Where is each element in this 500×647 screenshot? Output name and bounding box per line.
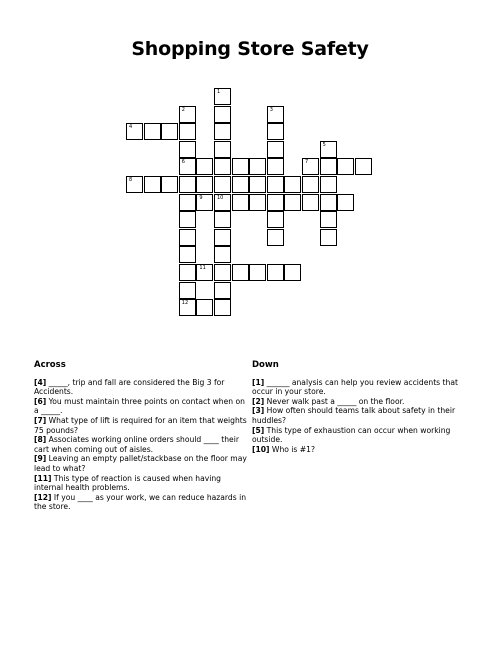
cell-number: 11 — [199, 265, 206, 271]
grid-cell[interactable] — [232, 176, 249, 193]
grid-cell[interactable] — [267, 194, 284, 211]
grid-cell[interactable] — [196, 158, 213, 175]
clue-number: [6] — [34, 396, 47, 406]
grid-cell[interactable] — [249, 158, 266, 175]
grid-cell[interactable] — [196, 176, 213, 193]
cell-number: 12 — [181, 300, 189, 307]
grid-cell[interactable] — [320, 176, 337, 193]
across-clue — [34, 416, 249, 435]
grid-cell[interactable] — [302, 176, 319, 193]
grid-cell[interactable] — [232, 194, 249, 211]
grid-cell[interactable] — [126, 176, 143, 193]
cell-number: 8 — [129, 177, 133, 183]
puzzle-title: Shopping Store Safety — [131, 38, 369, 60]
down-clue — [252, 406, 472, 425]
grid-cell[interactable] — [179, 176, 196, 193]
grid-cell[interactable] — [179, 282, 196, 299]
down-clue — [252, 426, 472, 445]
across-heading: Across — [34, 360, 66, 370]
cell-number: 2 — [181, 106, 185, 113]
grid-cell[interactable] — [214, 194, 231, 211]
grid-cell[interactable] — [267, 106, 284, 123]
across-clue — [34, 397, 249, 416]
clue-number: [11] — [34, 473, 52, 483]
clue-number: [9] — [34, 454, 47, 464]
grid-cell[interactable] — [144, 123, 161, 140]
clue-text: Leaving an empty pallet/stackbase on the floor may lead to what? — [34, 454, 247, 473]
cell-number: 4 — [129, 124, 133, 131]
grid-cell[interactable] — [249, 176, 266, 193]
grid-cell[interactable] — [267, 211, 284, 228]
grid-cell[interactable] — [196, 194, 213, 211]
grid-cell[interactable] — [267, 229, 284, 246]
across-clue — [34, 474, 249, 493]
clue-text: Associates working online orders should ____ their cart when coming out of aisles. — [34, 435, 239, 454]
clue-text: What type of lift is required for an item that weights 75 pounds? — [34, 415, 247, 435]
clue-number: [10] — [252, 444, 270, 454]
across-clues — [34, 361, 249, 512]
grid-cell[interactable] — [232, 158, 249, 175]
grid-cell[interactable] — [126, 123, 143, 140]
grid-cell[interactable] — [214, 158, 231, 175]
clue-text: Never walk past a _____ on the floor. — [264, 396, 405, 406]
grid-cell[interactable] — [337, 194, 354, 211]
cell-number: 10 — [217, 194, 224, 201]
grid-cell[interactable] — [214, 282, 231, 299]
grid-cell[interactable] — [161, 123, 178, 140]
grid-cell[interactable] — [179, 141, 196, 158]
clue-text: You must maintain three points on contact when on a _____. — [34, 396, 245, 416]
grid-cell[interactable] — [179, 106, 196, 123]
grid-cell[interactable] — [320, 194, 337, 211]
grid-cell[interactable] — [179, 123, 196, 140]
across-clue — [34, 454, 249, 473]
clue-text: This type of exhaustion can occur when working outside. — [252, 425, 451, 445]
grid-cell[interactable] — [267, 141, 284, 158]
grid-cell[interactable] — [320, 141, 337, 158]
cell-number: 9 — [199, 194, 203, 201]
grid-cell[interactable] — [179, 158, 196, 175]
grid-cell[interactable] — [284, 264, 301, 281]
grid-cell[interactable] — [161, 176, 178, 193]
grid-cell[interactable] — [337, 158, 354, 175]
grid-cell[interactable] — [214, 88, 231, 105]
grid-cell[interactable] — [302, 194, 319, 211]
grid-cell[interactable] — [214, 264, 231, 281]
down-clue — [252, 378, 472, 397]
grid-cell[interactable] — [267, 176, 284, 193]
grid-cell[interactable] — [196, 299, 213, 316]
grid-cell[interactable] — [284, 194, 301, 211]
down-clue — [252, 397, 472, 407]
clue-text: If you ____ as your work, we can reduce hazards in the store. — [34, 492, 247, 512]
clue-number: [2] — [252, 396, 265, 406]
cell-number: 3 — [269, 106, 273, 113]
across-clue — [34, 378, 249, 397]
grid-cell[interactable] — [214, 211, 231, 228]
grid-cell[interactable] — [249, 264, 266, 281]
grid-cell[interactable] — [302, 158, 319, 175]
grid-cell[interactable] — [144, 176, 161, 193]
down-clue — [252, 445, 472, 455]
clue-number: [8] — [34, 435, 47, 445]
grid-cell[interactable] — [196, 264, 213, 281]
grid-cell[interactable] — [267, 264, 284, 281]
grid-cell[interactable] — [179, 246, 196, 263]
grid-cell[interactable] — [214, 229, 231, 246]
clue-text: This type of reaction is caused when having internal health problems. — [34, 473, 221, 493]
across-clue — [34, 493, 249, 512]
clue-text: ______ analysis can help you review accidents that occur in your store. — [252, 377, 458, 397]
clue-number: [7] — [34, 415, 47, 425]
clue-number: [12] — [34, 492, 52, 502]
across-clue — [34, 435, 249, 454]
down-clues — [252, 361, 472, 454]
clue-number: [3] — [252, 406, 265, 416]
grid-cell[interactable] — [267, 123, 284, 140]
grid-cell[interactable] — [179, 194, 196, 211]
grid-cell[interactable] — [267, 158, 284, 175]
grid-cell[interactable] — [284, 176, 301, 193]
clue-text: How often should teams talk about safety in their huddles? — [252, 406, 456, 425]
grid-cell[interactable] — [179, 211, 196, 228]
grid-cell[interactable] — [214, 141, 231, 158]
cell-number: 7 — [305, 159, 309, 166]
grid-cell[interactable] — [214, 246, 231, 263]
grid-cell[interactable] — [355, 158, 372, 175]
grid-cell[interactable] — [214, 176, 231, 193]
grid-cell[interactable] — [320, 158, 337, 175]
clue-number: [4] — [34, 377, 47, 387]
clue-number: [5] — [252, 425, 265, 435]
grid-cell[interactable] — [179, 264, 196, 281]
cell-number: 1 — [217, 89, 221, 95]
down-heading: Down — [252, 360, 279, 370]
clue-number: [1] — [252, 377, 265, 387]
grid-cell[interactable] — [320, 211, 337, 228]
grid-cell[interactable] — [232, 264, 249, 281]
grid-cell[interactable] — [179, 299, 196, 316]
clue-text: Who is #1? — [269, 444, 316, 454]
grid-cell[interactable] — [214, 106, 231, 123]
grid-cell[interactable] — [320, 229, 337, 246]
clue-text: _____, trip and fall are considered the Big 3 for Accidents. — [34, 377, 225, 397]
grid-cell[interactable] — [249, 194, 266, 211]
grid-cell[interactable] — [179, 229, 196, 246]
grid-cell[interactable] — [214, 299, 231, 316]
cell-number: 6 — [181, 159, 185, 166]
cell-number: 5 — [322, 141, 326, 148]
grid-cell[interactable] — [214, 123, 231, 140]
